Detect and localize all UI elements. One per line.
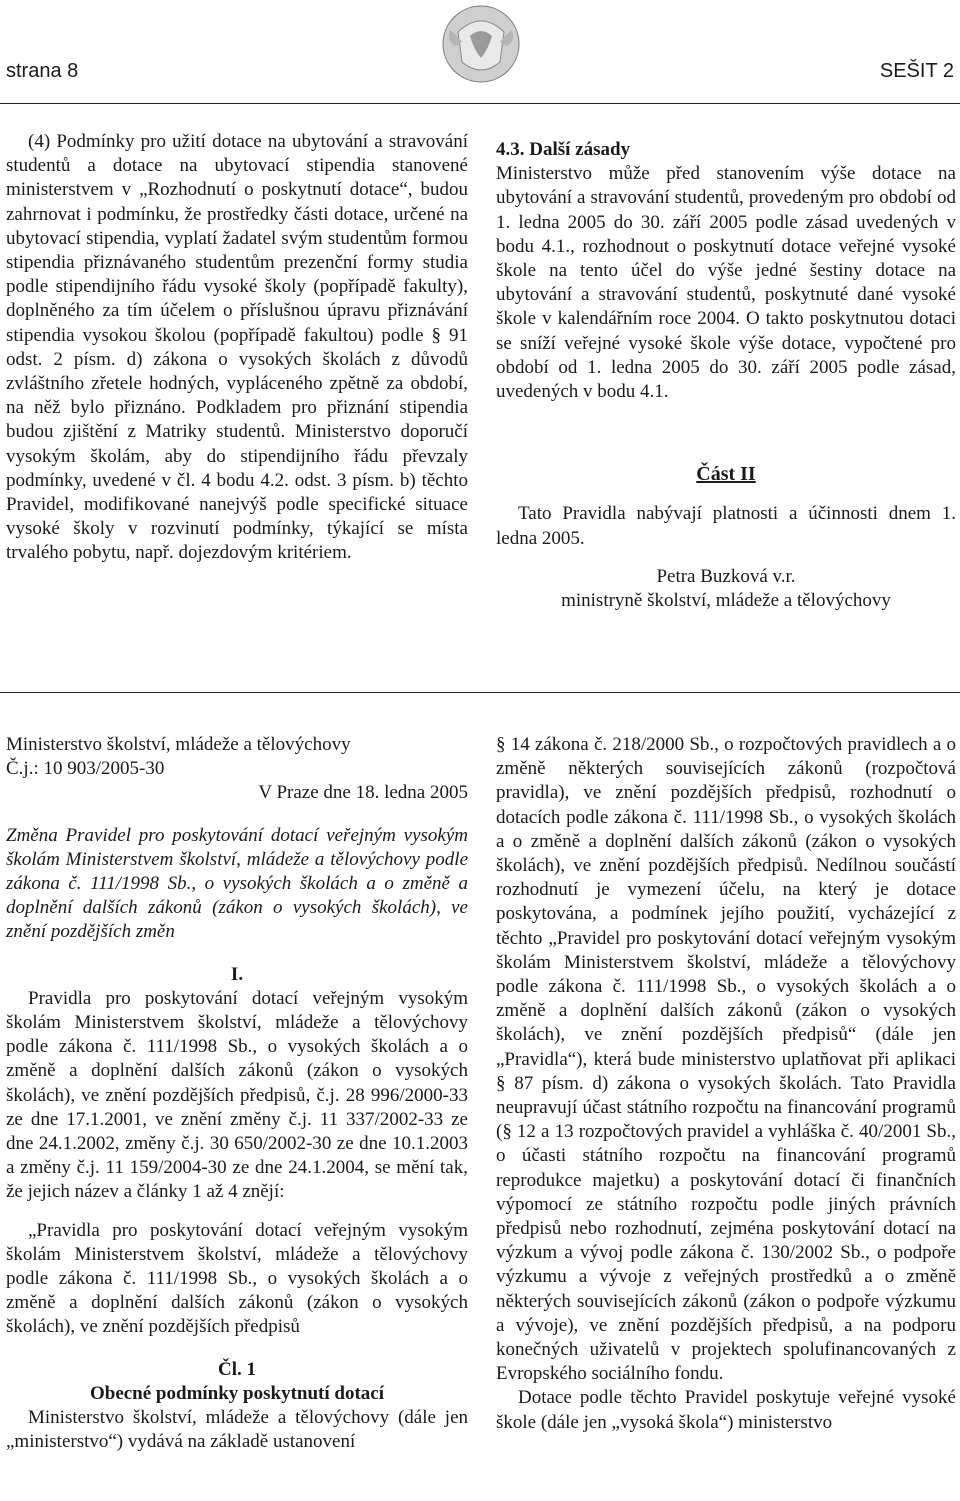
spacer [6,1205,468,1219]
article-title: Obecné podmínky poskytnutí dotací [89,1382,385,1404]
article-1-continued: § 14 zákona č. 218/2000 Sb., o rozpočtových pravidlech a o změně některých souvisejících zákonů (rozpočtová pravidla), ve znění pozdějších předpisů, rozhodnutí o dotacích podle zákona č. 111/1998 Sb., o vysokých školách a o změně a doplnění dalších zákonů (zákon o vysokých školách), ve znění pozdějších předpisů. Nedílnou součástí rozhodnutí je vymezení účelu, na který je dotace poskytována, a podmínek jejího použití, vycházející z těchto „Pravidel pro poskytování dotací veřejným vysokým školám Ministerstvem školství, mládeže a tělovýchovy podle zákona č. 111/1998 Sb., o vysokých školách a o změně a doplnění dalších zákonů (zákon o vysokých školách), ve znění pozdějších předpisů“ (dále jen „Pravidla“), která bude ministerstvo uplatňovat při aplikaci § 87 písm. d) zákona o vysokých školách. Tato Pravidla neupravují účast státního rozpočtu na financování programů (§ 12 a 13 rozpočtových pravidel a vyhláška č. 40/2001 Sb., o účasti státního rozpočtu na financování programů reprodukce majetku) a poskytování dotací či finančních výpomocí ze státního rozpočtu podle jiných právních předpisů nebo rozhodnutí, zejména poskytování dotací na výzkum a vývoj podle zákona č. 130/2002 Sb., o podpoře výzkumu a vývoje z veřejných prostředků a o změně některých souvisejících zákonů (zákon o podpoře výzkumu a vývoje), ve znění pozdějších předpisů, a na podporu konečných uživatelů v projektech spolufinancovaných z Evropského sociálního fondu. [496,734,956,1385]
upper-left-column [6,130,468,566]
page-number: strana 8 [6,60,79,82]
document-title: Změna Pravidel pro poskytování dotací veřejným vysokým školám Ministerstvem školství, mládeže a tělovýchovy podle zákona č. 111/1998 Sb., o vysokých školách a o změně a doplnění dalších zákonů (zákon o vysokých školách), ve znění pozdějších změn [6,824,468,943]
spacer [496,551,956,565]
section-divider [0,692,960,693]
reference-number: Č.j.: 10 903/2005-30 [6,758,165,780]
quoted-title-paragraph: „Pravidla pro poskytování dotací veřejným vysokým školám Ministerstvem školství, mládeže a tělovýchovy podle zákona č. 111/1998 Sb., o vysokých školách a o změně a doplnění dalších zákonů (zákon o vysokých školách), ve znění pozdějších předpisů [6,1219,468,1338]
section-number: I. [230,963,244,985]
signature-name: Petra Buzková v.r. [656,565,796,587]
page-header [0,0,960,110]
section-4-3-text: Ministerstvo může před stanovením výše dotace na ubytování a stravování studentů, provedeným pro období od 1. ledna 2005 do 30. září 2005 podle zásad uvedených v bodu 4.1., rozhodnout o poskytnutí dotace veřejné vysoké škole na tento účel do výše jedné šestiny dotace na ubytování a stravování studentů, poskytnuté dané vysoké škole v kalendářním roce 2004. O takto poskytnutou dotaci se sníží veřejné vysoké škole výše dotace, vypočtené pro období od 1. ledna 2005 do 30. září 2005 podle zásad, uvedených v bodu 4.1. [496,163,956,403]
upper-right-column [496,138,956,613]
document-date: V Praze dne 18. ledna 2005 [258,782,468,804]
article-1-text: Ministerstvo školství, mládeže a tělovýchovy (dále jen „ministerstvo“) vydává na základě ustanovení [6,1407,468,1453]
state-emblem-icon [438,2,524,86]
spacer [6,806,468,824]
article-number: Čl. 1 [218,1358,256,1380]
signature-title: ministryně školství, mládeže a tělovýchovy [561,590,891,612]
validity-text: Tato Pravidla nabývají platnosti a účinnosti dnem 1. ledna 2005. [496,503,956,549]
spacer [6,1340,468,1358]
ministry-name: Ministerstvo školství, mládeže a tělovýchovy [6,734,351,755]
amendment-paragraph: Pravidla pro poskytování dotací veřejným vysokým školám Ministerstvem školství, mládeže a tělovýchovy podle zákona č. 111/1998 Sb., o vysokých školách a o změně a doplnění dalších zákonů (zákon o vysokých školách), ve znění pozdějších předpisů, č.j. 28 996/2000-33 ze dne 17.1.2001, ve znění změny č.j. 11 337/2002-33 ze dne 24.1.2002, změny č.j. 30 650/2002-30 ze dne 10.1.2003 a změny č.j. 11 159/2004-30 ze dne 24.1.2004, se mění tak, že jejich název a články 1 až 4 znějí: [6,987,468,1203]
subsidy-paragraph: Dotace podle těchto Pravidel poskytuje veřejné vysoké škole (dále jen „vysoká škola“) ministerstvo [496,1387,956,1433]
lower-right-column [496,733,956,1435]
part-ii-title: Část II [696,463,756,486]
section-heading-4-3: 4.3. Další zásady [496,139,631,160]
lower-left-column [6,733,468,1454]
paragraph-4: (4) Podmínky pro užití dotace na ubytování a stravování studentů a dotace na ubytovací stipendia stanovené ministerstvem v „Rozhodnutí o poskytnutí dotace“, budou zahrnovat i podmínku, že prostředky části dotace, určené na ubytovací stipendia, vyplatí žadatel svým studentům formou stipendia přiznávaného studentům prezenční formy studia podle stipendijního řádu vysoké školy (popřípadě fakulty), doplněného za tím účelem o příslušnou úpravu přiznávání stipendia vysokou školou (popřípadě fakultou) podle § 91 odst. 2 písm. d) zákona o vysokých školách z důvodů zvláštního zřetele hodných, vypláceného zpětně za období, na něž bylo přiznáno. Podkladem pro přiznání stipendia budou zjištění z Matriky studentů. Ministerstvo doporučí vysokým školám, aby do stipendijního řádu převzaly podmínky, uvedené v čl. 4 bodu 4.2. odst. 3 písm. b) těchto Pravidel, modifikované nanejvýš podle specifické situace vysoké školy v rozvinutí podmínky, týkající se místa trvalého pobytu, např. dojezdovým kritériem. [6,131,468,564]
issue-label: SEŠIT 2 [879,60,954,82]
header-divider [0,103,960,104]
spacer [6,945,468,963]
